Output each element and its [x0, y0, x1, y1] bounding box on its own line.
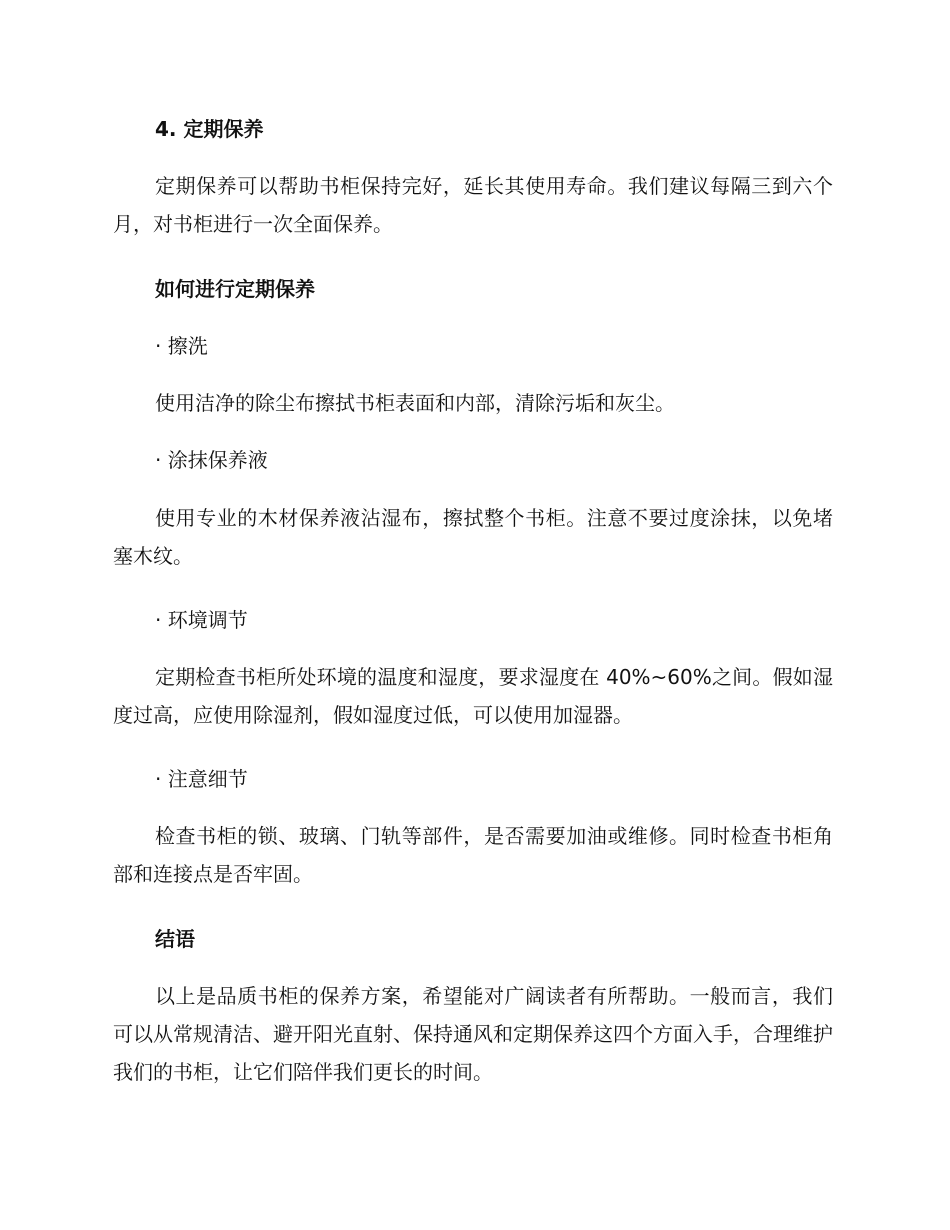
conclusion-paragraph: 以上是品质书柜的保养方案，希望能对广阔读者有所帮助。一般而言，我们可以从常规清洁、避开阳光直射、保持通风和定期保养这四个方面入手，合理维护我们的书柜，让它们陪伴我们更长的时间。 — [113, 984, 833, 1084]
item-text-polish: 使用专业的木材保养液沾湿布，擦拭整个书柜。注意不要过度涂抹，以免堵塞木纹。 — [113, 506, 833, 568]
item-title-cleaning: · 擦洗 — [155, 334, 208, 358]
item-title-polish: · 涂抹保养液 — [155, 448, 268, 472]
item-text-details: 检查书柜的锁、玻璃、门轨等部件，是否需要加油或维修。同时检查书柜角部和连接点是否牢固。 — [113, 824, 833, 886]
item-title-details: · 注意细节 — [155, 767, 248, 791]
conclusion-heading: 结语 — [155, 927, 195, 951]
section-heading: 4. 定期保养 — [155, 117, 264, 141]
item-title-environment: · 环境调节 — [155, 608, 248, 632]
item-text-cleaning: 使用洁净的除尘布擦拭书柜表面和内部，清除污垢和灰尘。 — [155, 391, 675, 415]
intro-paragraph: 定期保养可以帮助书柜保持完好，延长其使用寿命。我们建议每隔三到六个月，对书柜进行一次全面保养。 — [113, 174, 833, 236]
item-text-environment: 定期检查书柜所处环境的温度和湿度，要求湿度在 40%~60%之间。假如湿度过高，应使用除湿剂，假如湿度过低，可以使用加湿器。 — [113, 665, 833, 727]
subheading: 如何进行定期保养 — [155, 277, 315, 301]
